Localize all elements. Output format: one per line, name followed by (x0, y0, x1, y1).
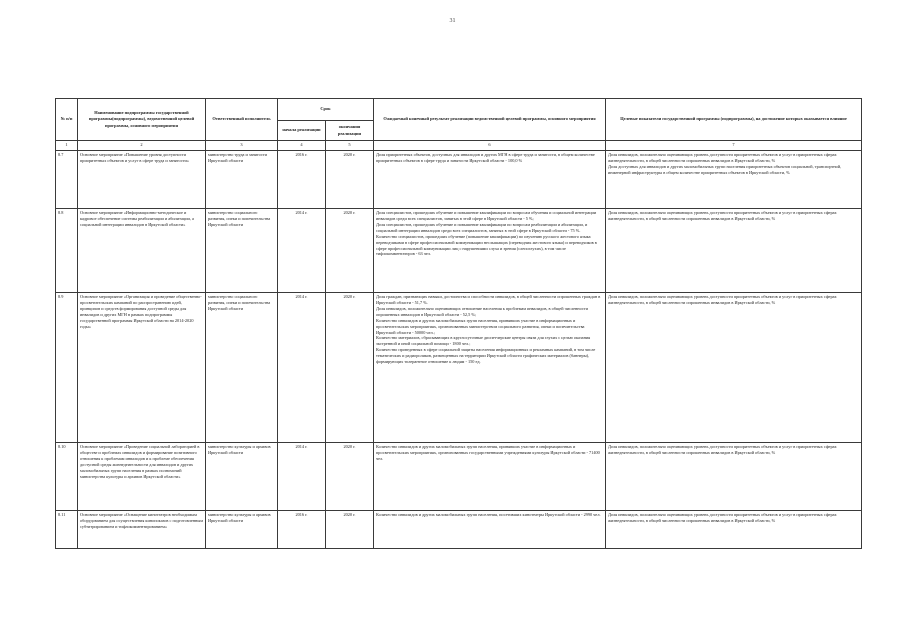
row-number: 8.10 (56, 443, 78, 511)
table-row (56, 443, 862, 511)
row-start: 2014 г. (278, 443, 326, 511)
row-name: Основное мероприятие «Проведение социальной лабораторией в обществе и проблемах инвалидов и формирование позитивного отношения к проблемам инвалидов и к проблеме обеспечения доступной среды жизнедеятельности для инвалидов и других маломобильных групп населения в рамках полномочий министерства культуры и архивов Иркутской области» (78, 443, 206, 511)
row-result (374, 443, 606, 511)
header-result: Ожидаемый конечный результат реализации ведомственной целевой программы, основного мероприятия (374, 99, 606, 141)
header-executor: Ответственный исполнитель (206, 99, 278, 141)
table-row (56, 293, 862, 443)
program-table (55, 98, 862, 549)
header-start: начала реализации (278, 121, 326, 141)
row-end: 2020 г. (326, 293, 374, 443)
result-paragraph: Количество материалов, сбрасывающих в круглосуточные диспетчерские центры связи для глухих с целью оказания экстренной и иной социальной помощи - 1800 чел.; (376, 335, 591, 347)
result-paragraph: Количество инвалидов и других маломобильных групп населения, посетивших кинотеатры Иркутской области - 2990 чел. (376, 512, 601, 517)
column-number: 4 (278, 141, 326, 151)
row-result (374, 511, 606, 549)
row-name: Основное мероприятие «Повышение уровня доступности приоритетных объектов и услуг в сфере труда и занятости» (78, 151, 206, 209)
row-indicators (606, 443, 862, 511)
table-body (56, 151, 862, 549)
row-number: 8.9 (56, 293, 78, 443)
row-executor: министерство труда и занятости Иркутской области (206, 151, 278, 209)
row-indicators (606, 511, 862, 549)
row-result (374, 293, 606, 443)
result-paragraph: Доля специалистов, прошедших обучение и повышение квалификации по вопросам реабилитации и абилитации, и социальной интеграции инвалидов среди всех специалистов, занятых в этой сфере в Иркутской области - 75 %. (376, 221, 588, 233)
result-paragraph: Количество проведенных в сфере социальной защиты населения информационных и рекламных кампаний, в том числе тематических и радиороликов, размещенных на территории Иркутской области графических материалов (баннеры), формирующих толерантное отношение к людям - 150 ед. (376, 347, 596, 365)
indicator-paragraph: Доля инвалидов, положительно оценивающих уровень доступности приоритетных объектов и услуг в приоритетных сферах жизнедеятельности, в общей численности опрошенных инвалидов в Иркутской области, % (608, 152, 837, 163)
row-number: 8.11 (56, 511, 78, 549)
row-name: Основное мероприятие «Информационно-методическое и кадровое обеспечение системы реабилитации и абилитации, а социальной интеграции инвалидов в Иркутской области» (78, 209, 206, 293)
table-row (56, 209, 862, 293)
row-end: 2020 г. (326, 209, 374, 293)
column-number-row (56, 141, 862, 151)
row-start: 2016 г. (278, 151, 326, 209)
result-paragraph: Количество инвалидов и других маломобильных групп населения, принявших участие в информационных и просветительских мероприятиях, организованных государственными учреждениями культуры Иркутской области - 71400 чел. (376, 444, 600, 461)
row-result (374, 209, 606, 293)
row-indicators (606, 293, 862, 443)
result-paragraph: Доля инвалидов, положительно оценивающих отношение населения к проблемам инвалидов, в общей численности опрошенных инвалидов в Иркутской области - 52,5 %; (376, 305, 588, 317)
row-indicators (606, 151, 862, 209)
column-number: 6 (374, 141, 606, 151)
row-name: Основное мероприятие «Оснащение кинотеатров необходимым оборудованием для осуществления кинопоказов с подготовленным субтитрированием и тифлокомментированием» (78, 511, 206, 549)
indicator-paragraph: Доля инвалидов, положительно оценивающих уровень доступности приоритетных объектов и услуг в приоритетных сферах жизнедеятельности, в общей численности опрошенных инвалидов в Иркутской области, % (608, 210, 837, 221)
row-end: 2020 г. (326, 511, 374, 549)
result-paragraph: Количество инвалидов и других маломобильных групп населения, принявших участие в информационных и просветительских мероприятиях, организованных министерством социального развития, опеки и попечительства Иркутской области - 50000 чел.; (376, 317, 585, 335)
header-num: № п/п (56, 99, 78, 141)
result-paragraph: Количество специалистов, прошедших обучение (повышение квалификации) по изучению русского жестового языка переводчиками в сфере профессиональной коммуникации неслышащих (переводчик жестового языка) и переводчиков в сфере профессиональной коммуникации лиц с нарушениями слуха и зрения (слепоглухих), в том числе тифлокомментаторов - 63 чел. (376, 233, 597, 257)
row-start: 2014 г. (278, 293, 326, 443)
row-executor: министерство социального развития, опеки и попечительства Иркутской области (206, 209, 278, 293)
row-executor: министерство социального развития, опеки и попечительства Иркутской области (206, 293, 278, 443)
indicator-paragraph: Доля доступных для инвалидов и других маломобильных групп населения приоритетных объектов социальной, транспортной, инженерной инфраструктуры в общем количестве приоритетных объектов в Иркутской области, % (608, 163, 842, 175)
result-paragraph: Доля граждан, признающих навыки, достоинства и способности инвалидов, в общей численности опрошенных граждан в Иркутской области - 51,7 %. (376, 294, 601, 305)
column-number: 1 (56, 141, 78, 151)
row-executor: министерство культуры и архивов Иркутской области (206, 511, 278, 549)
indicator-paragraph: Доля инвалидов, положительно оценивающих уровень доступности приоритетных объектов и услуг в приоритетных сферах жизнедеятельности, в общей численности опрошенных инвалидов в Иркутской области, % (608, 444, 837, 455)
header-name: Наименование подпрограммы государственной программы(подпрограммы), ведомственной целевой программы, основного мероприятия (78, 99, 206, 141)
row-name: Основное мероприятие «Организация и проведение общественно-просветительских кампаний по распространению идей, принципов и средств формирования доступной среды для инвалидов и других МГН в рамках подпрограммы государственной программы Иркутской области на 2014-2020 годы» (78, 293, 206, 443)
column-number: 5 (326, 141, 374, 151)
row-number: 8.7 (56, 151, 78, 209)
row-end: 2020 г. (326, 151, 374, 209)
row-start: 2014 г. (278, 209, 326, 293)
column-number: 7 (606, 141, 862, 151)
row-number: 8.8 (56, 209, 78, 293)
table-row (56, 151, 862, 209)
page-number: 31 (449, 18, 456, 24)
column-number: 2 (78, 141, 206, 151)
header-indicators: Целевые показатели государственной программы (подпрограммы), на достижение которых оказывается влияние (606, 99, 862, 141)
row-end: 2020 г. (326, 443, 374, 511)
row-executor: министерство культуры и архивов Иркутской области (206, 443, 278, 511)
header-term: Срок (278, 99, 374, 121)
header-end: окончания реализации (326, 121, 374, 141)
row-start: 2016 г. (278, 511, 326, 549)
indicator-paragraph: Доля инвалидов, положительно оценивающих уровень доступности приоритетных объектов и услуг в приоритетных сферах жизнедеятельности, в общей численности опрошенных инвалидов в Иркутской области, % (608, 294, 837, 305)
result-paragraph: Доля специалистов, прошедших обучение и повышение квалификации по вопросам обучения и социальной интеграции инвалидов среди всех специалистов, занятых в этой сфере в Иркутской области - 5 %; (376, 210, 597, 221)
row-indicators (606, 209, 862, 293)
column-number: 3 (206, 141, 278, 151)
row-result (374, 151, 606, 209)
table-row (56, 511, 862, 549)
indicator-paragraph: Доля инвалидов, положительно оценивающих уровень доступности приоритетных объектов и услуг в приоритетных сферах жизнедеятельности, в общей численности опрошенных инвалидов в Иркутской области, % (608, 512, 837, 523)
result-paragraph: Доля приоритетных объектов, доступных для инвалидов и других МГН в сфере труда и занятости, в общем количестве приоритетных объектов в сфере труда и занятости Иркутской области - 100,0 % (376, 152, 595, 163)
